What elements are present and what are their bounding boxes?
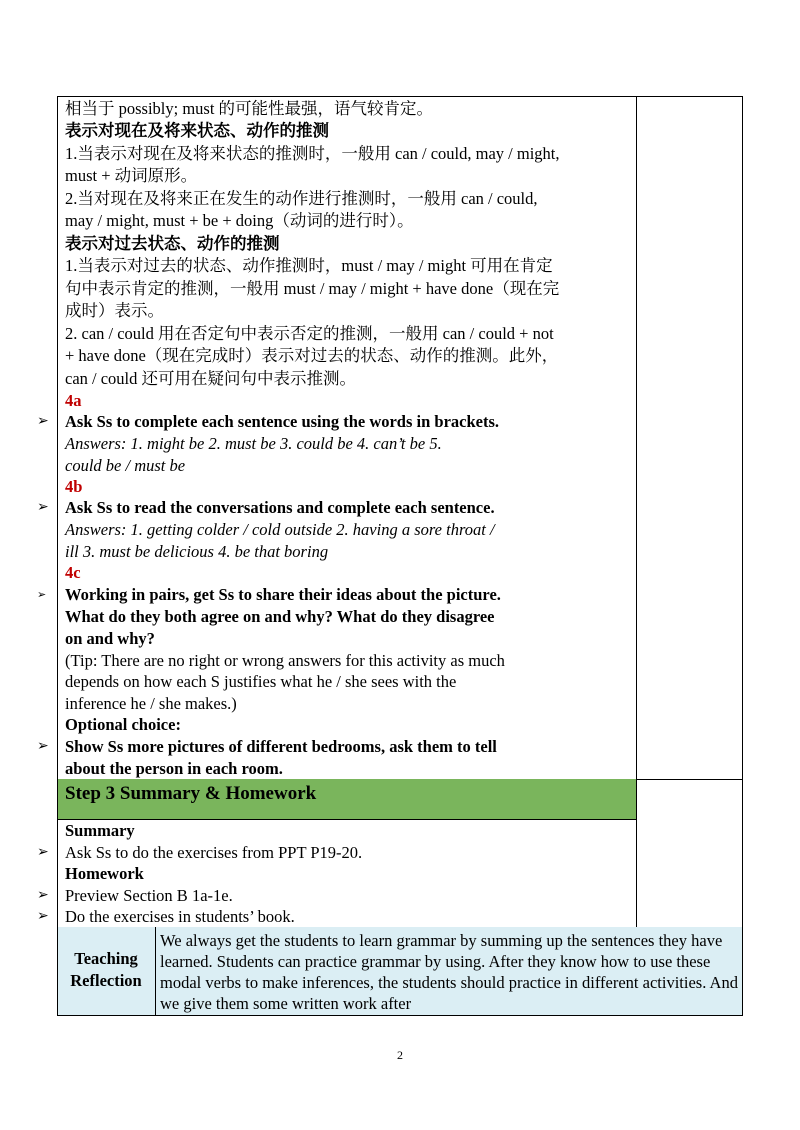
section-heading: 表示对现在及将来状态、动作的推测	[65, 121, 329, 140]
text-line: must + 动词原形。	[65, 166, 198, 185]
teaching-reflection-label	[59, 948, 153, 992]
optional-choice-heading: Optional choice:	[65, 715, 181, 734]
summary-heading: Summary	[65, 821, 135, 840]
text-line: 2. can / could 用在否定句中表示否定的推测，一般用 can / could + not	[65, 324, 554, 343]
homework-item: Preview Section B 1a-1e.	[65, 886, 233, 905]
text-line: 1.当表示对过去的状态、动作推测时，must / may / might 可用在肯定	[65, 256, 553, 275]
activity-label-4c: 4c	[65, 563, 81, 582]
text-line: 1.当表示对现在及将来状态的推测时，一般用 can / could, may / might,	[65, 144, 560, 163]
instruction-text: Show Ss more pictures of different bedrooms, ask them to tell	[65, 737, 497, 756]
tip-text: (Tip: There are no right or wrong answers for this activity as much	[65, 651, 505, 670]
tip-text: depends on how each S justifies what he / she sees with the	[65, 672, 457, 691]
arrow-bullet-icon: ➢	[37, 589, 47, 601]
answers-text: Answers: 1. might be 2. must be 3. could be 4. can’t be 5.	[65, 434, 442, 453]
instruction-text: Ask Ss to complete each sentence using the words in brackets.	[65, 412, 500, 431]
section-heading: 表示对过去状态、动作的推测	[65, 234, 280, 253]
arrow-bullet-icon: ➢	[37, 739, 49, 754]
reflection-label-line: Teaching	[74, 949, 138, 968]
tip-text: inference he / she makes.)	[65, 694, 237, 713]
homework-heading: Homework	[65, 864, 144, 883]
arrow-bullet-icon: ➢	[37, 414, 49, 429]
activity-label-4b: 4b	[65, 477, 83, 496]
summary-item: Ask Ss to do the exercises from PPT P19-20.	[65, 843, 363, 862]
answers-text: could be / must be	[65, 456, 186, 475]
homework-item: Do the exercises in students’ book.	[65, 907, 295, 926]
text-line: 句中表示肯定的推测，一般用 must / may / might + have done（现在完	[65, 279, 560, 298]
arrow-bullet-icon: ➢	[37, 909, 49, 924]
arrow-bullet-icon: ➢	[37, 845, 49, 860]
column-divider	[636, 97, 637, 927]
arrow-bullet-icon: ➢	[37, 888, 49, 903]
instruction-text: about the person in each room.	[65, 759, 283, 778]
reflection-label-line: Reflection	[70, 971, 142, 990]
page-number: 2	[397, 1048, 403, 1062]
text-line: + have done（现在完成时）表示对过去的状态、动作的推测。此外，	[65, 346, 559, 365]
arrow-bullet-icon: ➢	[37, 500, 49, 515]
row-divider	[58, 819, 636, 820]
reflection-column-divider	[155, 927, 156, 1015]
text-line: 成时）表示。	[65, 301, 164, 320]
activity-label-4a: 4a	[65, 391, 82, 410]
answers-text: Answers: 1. getting colder / cold outside 2. having a sore throat /	[65, 520, 495, 539]
text-line: 相当于 possibly; must 的可能性最强，语气较肯定。	[65, 99, 434, 118]
text-line: can / could 还可用在疑问句中表示推测。	[65, 369, 357, 388]
teaching-reflection-text: We always get the students to learn grammar by summing up the sentences they have learned. Students can practice grammar by using. After they know how to use these modal verbs to make inferences, the students should practice in different activities. And we give them some written work after	[160, 931, 738, 1013]
text-line: may / might, must + be + doing（动词的进行时）。	[65, 211, 414, 230]
instruction-text: What do they both agree on and why? What do they disagree	[65, 607, 495, 626]
text-line: 2.当对现在及将来正在发生的动作进行推测时，一般用 can / could,	[65, 189, 538, 208]
step-3-title: Step 3 Summary & Homework	[65, 783, 317, 804]
instruction-text: on and why?	[65, 629, 155, 648]
instruction-text: Ask Ss to read the conversations and complete each sentence.	[65, 498, 495, 517]
instruction-text: Working in pairs, get Ss to share their ideas about the picture.	[65, 585, 501, 604]
answers-text: ill 3. must be delicious 4. be that boring	[65, 542, 329, 561]
